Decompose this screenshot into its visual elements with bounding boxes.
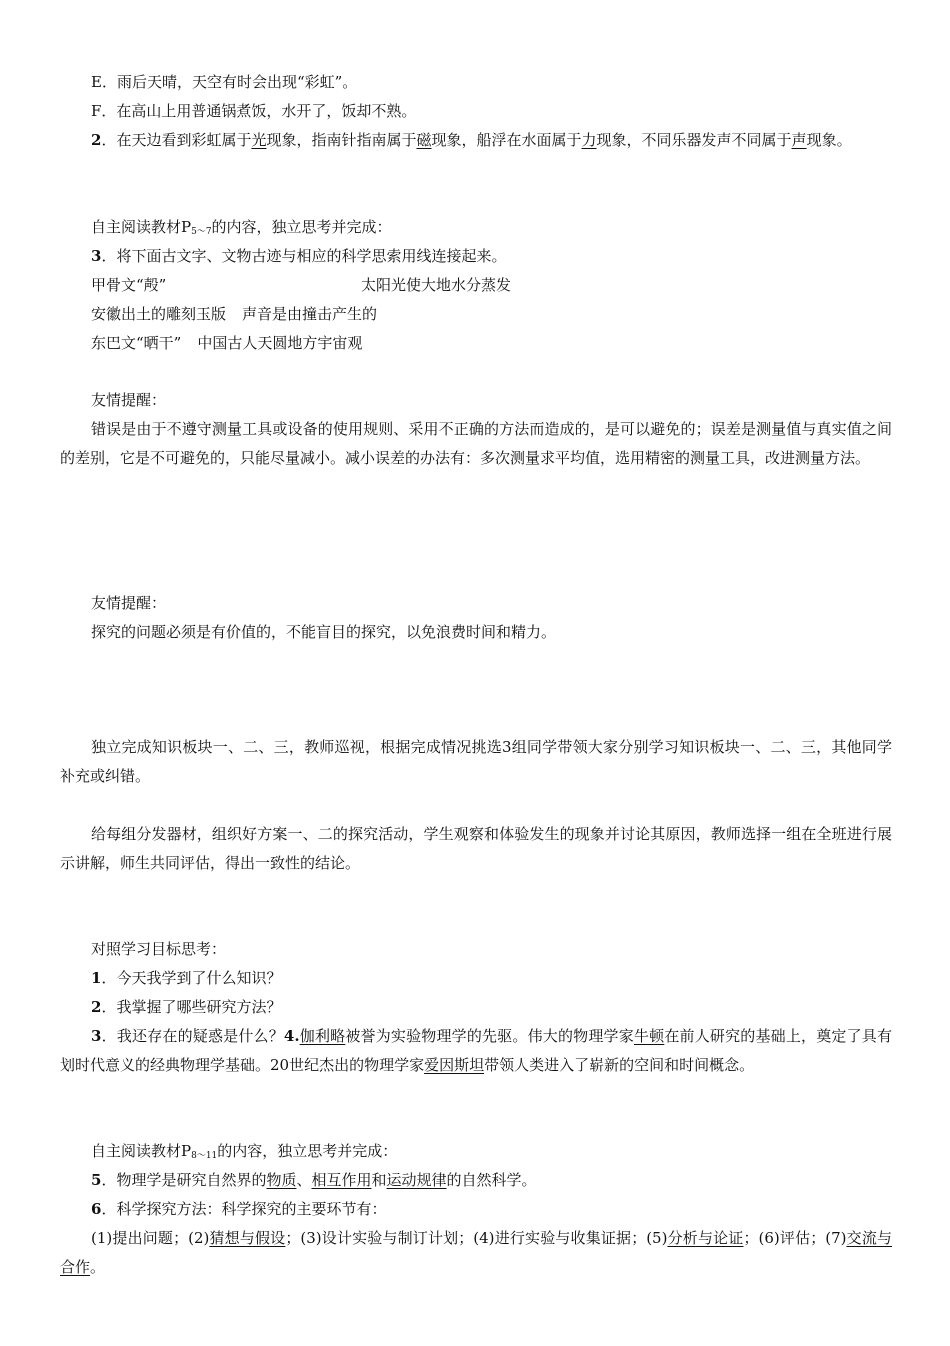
answer-force: 力 [581, 131, 597, 149]
reflection-intro: 对照学习目标思考： [91, 940, 227, 958]
tip-title: 友情提醒： [91, 594, 167, 612]
answer-magnetic: 磁 [416, 131, 432, 149]
tip-body: 探究的问题必须是有价值的，不能盲目的探究，以免浪费时间和精力。 [91, 623, 557, 641]
answer-light: 光 [251, 131, 267, 149]
question-2: 2．在天边看到彩虹属于光现象，指南针指南属于磁现象，船浮在水面属于力现象，不同乐器发声不同属于声现象。 [91, 131, 852, 149]
match-left: 东巴文“晒干” [91, 334, 182, 352]
answer-newton: 牛顿 [633, 1027, 665, 1045]
option-f: F．在高山上用普通锅煮饭，水开了，饭却不熟。 [91, 102, 417, 120]
answer-sound: 声 [791, 131, 807, 149]
match-right: 太阳光使大地水分蒸发 [361, 276, 512, 294]
question-5: 5．物理学是研究自然界的物质、相互作用和运动规律的自然科学。 [91, 1171, 537, 1189]
question-number: 5 [91, 1171, 102, 1189]
activity-paragraph: 独立完成知识板块一、二、三，教师巡视，根据完成情况挑选3组同学带领大家分别学习知识板块一、二、三，其他同学补充或纠错。 [60, 738, 892, 785]
reading-intro: 自主阅读教材$P_{5\sim 7}$的内容，独立思考并完成： [91, 218, 392, 237]
match-right: 中国古人天圆地方宇宙观 [197, 334, 363, 352]
answer-einstein: 爱因斯坦 [424, 1056, 485, 1074]
answer-interaction: 相互作用 [311, 1171, 372, 1189]
answer-communication: 交流与合作 [60, 1229, 892, 1276]
option-e: E．雨后天晴，天空有时会出现“彩虹”。 [91, 73, 358, 91]
answer-analysis: 分析与论证 [667, 1229, 744, 1247]
reflection-q3-q4: 3．我还存在的疑惑是什么？4.伽利略被誉为实验物理学的先驱。伟大的物理学家牛顿在前人研究的基础上，奠定了具有划时代意义的经典物理学基础。20世纪杰出的物理学家爱因斯坦带领人类进入了崭新的空间和时间概念。 [60, 1027, 892, 1074]
question-number: 6 [91, 1200, 102, 1218]
match-right: 声音是由撞击产生的 [242, 305, 378, 323]
question-number: 2 [91, 131, 102, 149]
question-number: 3 [91, 247, 102, 265]
inquiry-steps: (1)提出问题；(2)猜想与假设；(3)设计实验与制订计划；(4)进行实验与收集证据；(5)分析与论证；(6)评估；(7)交流与合作。 [60, 1229, 892, 1276]
reflection-q1: 1．今天我学到了什么知识？ [91, 969, 282, 987]
answer-motion-laws: 运动规律 [386, 1171, 447, 1189]
question-3: 3．将下面古文字、文物古迹与相应的科学思索用线连接起来。 [91, 247, 507, 265]
match-row-1 [91, 271, 891, 300]
question-6: 6．科学探究方法：科学探究的主要环节有： [91, 1200, 387, 1218]
match-row-3 [91, 329, 891, 358]
reading-intro: 自主阅读教材$P_{8\sim 11}$的内容，独立思考并完成： [91, 1142, 398, 1161]
match-left: 甲骨文“殸” [91, 276, 167, 294]
match-row-2 [91, 300, 891, 329]
question-number: 4. [283, 1027, 300, 1045]
reflection-q2: 2．我掌握了哪些研究方法？ [91, 998, 282, 1016]
match-left: 安徽出土的雕刻玉版 [91, 305, 227, 323]
answer-galileo: 伽利略 [299, 1027, 346, 1045]
activity-paragraph: 给每组分发器材，组织好方案一、二的探究活动，学生观察和体验发生的现象并讨论其原因，教师选择一组在全班进行展示讲解，师生共同评估，得出一致性的结论。 [60, 825, 892, 872]
tip-body: 错误是由于不遵守测量工具或设备的使用规则、采用不正确的方法而造成的，是可以避免的；误差是测量值与真实值之间的差别，它是不可避免的，只能尽量减小。减小误差的办法有：多次测量求平均值，选用精密的测量工具，改进测量方法。 [60, 420, 892, 467]
answer-hypothesis: 猜想与假设 [209, 1229, 286, 1247]
tip-title: 友情提醒： [91, 391, 167, 409]
answer-matter: 物质 [266, 1171, 297, 1189]
